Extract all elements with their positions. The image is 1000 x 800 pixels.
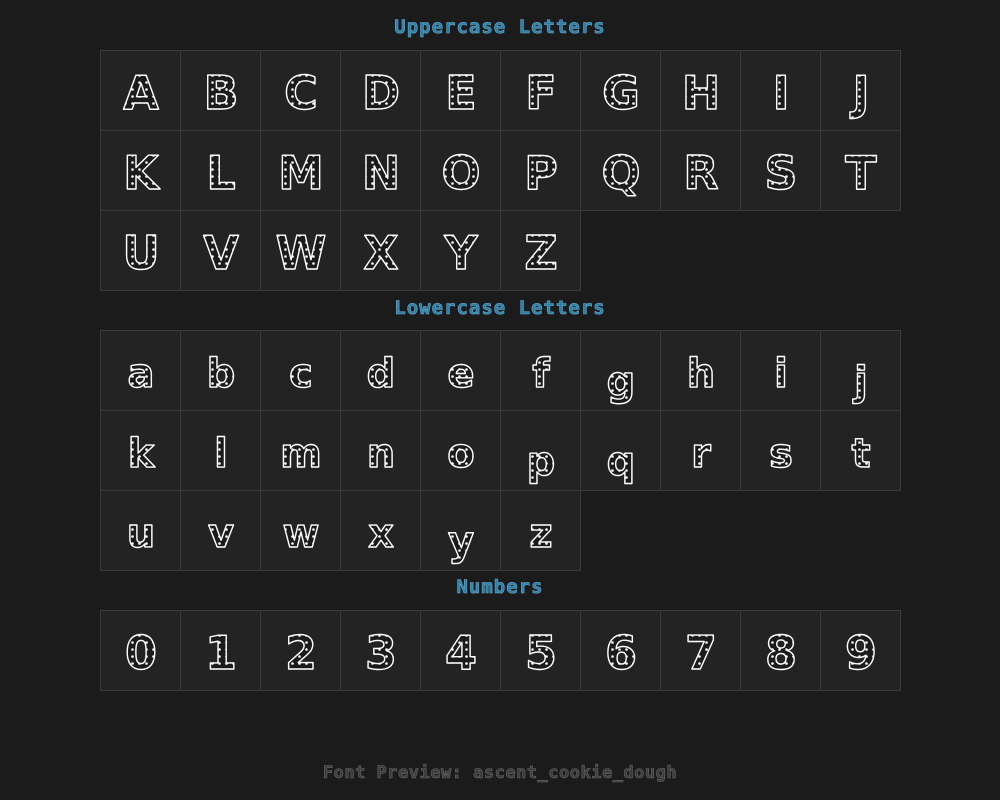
glyph-cell bbox=[420, 610, 501, 691]
glyph-char: m bbox=[280, 431, 322, 477]
glyph-char: R bbox=[683, 146, 719, 200]
glyph-char: S bbox=[764, 146, 798, 200]
glyph-preview bbox=[741, 411, 821, 491]
glyph-cell bbox=[340, 490, 421, 571]
glyph-preview bbox=[741, 51, 821, 131]
glyph-cell bbox=[740, 50, 821, 131]
glyph-char: L bbox=[206, 146, 236, 200]
glyph-cell bbox=[420, 410, 501, 491]
glyph-char: C bbox=[284, 66, 318, 120]
glyph-cell bbox=[500, 330, 581, 411]
glyph-char: w bbox=[282, 511, 320, 557]
glyph-cell bbox=[580, 50, 661, 131]
glyph-cell bbox=[580, 130, 661, 211]
glyph-cell bbox=[420, 50, 501, 131]
glyph-preview bbox=[501, 611, 581, 691]
glyph-cell bbox=[420, 210, 501, 291]
glyph-char: u bbox=[126, 511, 156, 557]
glyph-char: x bbox=[368, 511, 394, 557]
glyph-cell bbox=[740, 130, 821, 211]
glyph-grid-uppercase bbox=[100, 50, 900, 291]
glyph-preview bbox=[261, 411, 341, 491]
glyph-cell bbox=[100, 410, 181, 491]
glyph-preview bbox=[101, 411, 181, 491]
glyph-cell bbox=[100, 50, 181, 131]
glyph-cell bbox=[820, 130, 901, 211]
glyph-cell bbox=[740, 410, 821, 491]
glyph-preview bbox=[341, 491, 421, 571]
glyph-preview bbox=[501, 211, 581, 291]
glyph-preview bbox=[181, 211, 261, 291]
glyph-char: F bbox=[525, 66, 557, 120]
glyph-char: r bbox=[691, 431, 711, 477]
glyph-cell bbox=[180, 330, 261, 411]
glyph-char: j bbox=[854, 359, 868, 405]
glyph-cell bbox=[820, 610, 901, 691]
glyph-preview bbox=[581, 131, 661, 211]
glyph-char: E bbox=[445, 66, 477, 120]
glyph-preview bbox=[661, 411, 741, 491]
glyph-char: a bbox=[127, 351, 155, 397]
glyph-grid-lowercase bbox=[100, 330, 900, 571]
glyph-cell bbox=[340, 210, 421, 291]
glyph-cell bbox=[100, 610, 181, 691]
glyph-char: I bbox=[772, 66, 790, 120]
glyph-char: b bbox=[206, 351, 236, 397]
glyph-cell bbox=[260, 210, 341, 291]
glyph-char: 0 bbox=[124, 626, 158, 680]
glyph-preview bbox=[421, 611, 501, 691]
glyph-cell bbox=[420, 490, 501, 571]
glyph-char: q bbox=[606, 439, 636, 485]
glyph-preview bbox=[421, 51, 501, 131]
glyph-char: J bbox=[852, 66, 870, 120]
glyph-char: Q bbox=[601, 146, 641, 200]
glyph-char: M bbox=[278, 146, 324, 200]
section-title-numbers: Numbers bbox=[456, 576, 544, 598]
glyph-cell bbox=[580, 410, 661, 491]
glyph-char: 5 bbox=[524, 626, 558, 680]
glyph-cell bbox=[180, 410, 261, 491]
glyph-preview bbox=[261, 131, 341, 211]
glyph-char: e bbox=[447, 351, 475, 397]
glyph-cell bbox=[180, 130, 261, 211]
glyph-grid-numbers bbox=[100, 610, 900, 691]
glyph-preview bbox=[101, 131, 181, 211]
glyph-preview bbox=[421, 131, 501, 211]
glyph-preview bbox=[181, 611, 261, 691]
glyph-preview bbox=[181, 491, 261, 571]
glyph-cell bbox=[100, 330, 181, 411]
glyph-char: n bbox=[366, 431, 396, 477]
glyph-char: v bbox=[207, 511, 235, 557]
glyph-preview bbox=[741, 611, 821, 691]
glyph-cell bbox=[420, 330, 501, 411]
glyph-preview bbox=[261, 51, 341, 131]
glyph-cell bbox=[820, 330, 901, 411]
glyph-char: 8 bbox=[764, 626, 798, 680]
glyph-cell bbox=[340, 50, 421, 131]
glyph-char: G bbox=[602, 66, 640, 120]
glyph-char: s bbox=[769, 431, 793, 477]
glyph-preview bbox=[821, 51, 901, 131]
glyph-cell bbox=[340, 410, 421, 491]
glyph-char: i bbox=[774, 351, 788, 397]
glyph-cell bbox=[660, 330, 741, 411]
glyph-char: p bbox=[526, 439, 556, 485]
glyph-preview bbox=[101, 211, 181, 291]
glyph-char: 7 bbox=[684, 626, 718, 680]
glyph-preview bbox=[501, 131, 581, 211]
glyph-char: z bbox=[529, 511, 553, 557]
glyph-cell bbox=[500, 210, 581, 291]
glyph-cell bbox=[260, 50, 341, 131]
glyph-preview bbox=[421, 491, 501, 571]
glyph-cell bbox=[340, 130, 421, 211]
glyph-char: W bbox=[275, 226, 327, 280]
glyph-cell bbox=[100, 130, 181, 211]
glyph-cell bbox=[260, 130, 341, 211]
glyph-preview bbox=[181, 51, 261, 131]
glyph-cell bbox=[500, 130, 581, 211]
glyph-preview bbox=[581, 51, 661, 131]
glyph-preview bbox=[501, 51, 581, 131]
glyph-preview bbox=[181, 331, 261, 411]
glyph-preview bbox=[581, 331, 661, 411]
glyph-preview bbox=[821, 131, 901, 211]
glyph-preview bbox=[101, 491, 181, 571]
glyph-preview bbox=[581, 611, 661, 691]
glyph-preview bbox=[421, 411, 501, 491]
glyph-char: y bbox=[447, 519, 475, 565]
glyph-cell bbox=[660, 610, 741, 691]
glyph-preview bbox=[341, 611, 421, 691]
glyph-preview bbox=[421, 211, 501, 291]
glyph-preview bbox=[581, 411, 661, 491]
glyph-preview bbox=[821, 411, 901, 491]
glyph-cell bbox=[660, 50, 741, 131]
glyph-preview bbox=[661, 611, 741, 691]
glyph-preview bbox=[261, 491, 341, 571]
glyph-cell bbox=[660, 130, 741, 211]
glyph-char: g bbox=[606, 359, 636, 405]
glyph-char: k bbox=[127, 431, 155, 477]
glyph-cell bbox=[500, 50, 581, 131]
glyph-cell bbox=[500, 490, 581, 571]
glyph-char: 9 bbox=[844, 626, 878, 680]
glyph-char: f bbox=[532, 351, 550, 397]
glyph-cell bbox=[500, 410, 581, 491]
glyph-preview bbox=[181, 131, 261, 211]
glyph-char: K bbox=[123, 146, 159, 200]
glyph-preview bbox=[261, 331, 341, 411]
glyph-char: l bbox=[214, 431, 228, 477]
glyph-cell bbox=[660, 410, 741, 491]
glyph-preview bbox=[341, 211, 421, 291]
glyph-cell bbox=[180, 50, 261, 131]
glyph-preview bbox=[741, 331, 821, 411]
glyph-preview bbox=[261, 211, 341, 291]
glyph-cell bbox=[260, 490, 341, 571]
glyph-char: h bbox=[686, 351, 716, 397]
glyph-cell bbox=[260, 410, 341, 491]
glyph-preview bbox=[421, 331, 501, 411]
glyph-preview bbox=[501, 411, 581, 491]
glyph-cell bbox=[740, 610, 821, 691]
glyph-char: U bbox=[122, 226, 160, 280]
glyph-char: Z bbox=[524, 226, 558, 280]
glyph-char: P bbox=[524, 146, 558, 200]
glyph-preview bbox=[501, 491, 581, 571]
section-title-lowercase: Lowercase Letters bbox=[394, 297, 606, 319]
glyph-preview bbox=[821, 611, 901, 691]
glyph-char: c bbox=[289, 351, 313, 397]
glyph-preview bbox=[341, 411, 421, 491]
glyph-preview bbox=[501, 331, 581, 411]
glyph-preview bbox=[821, 331, 901, 411]
glyph-char: Y bbox=[444, 226, 478, 280]
section-title-uppercase: Uppercase Letters bbox=[394, 16, 606, 38]
glyph-char: N bbox=[361, 146, 401, 200]
glyph-char: T bbox=[845, 146, 877, 200]
glyph-char: O bbox=[441, 146, 481, 200]
glyph-char: 1 bbox=[204, 626, 238, 680]
glyph-preview bbox=[661, 51, 741, 131]
glyph-char: 6 bbox=[604, 626, 638, 680]
glyph-preview bbox=[341, 51, 421, 131]
glyph-cell bbox=[100, 210, 181, 291]
glyph-char: o bbox=[447, 431, 475, 477]
glyph-cell bbox=[820, 50, 901, 131]
glyph-char: D bbox=[361, 66, 401, 120]
glyph-char: 3 bbox=[364, 626, 398, 680]
glyph-preview bbox=[261, 611, 341, 691]
glyph-preview bbox=[341, 131, 421, 211]
glyph-cell bbox=[180, 490, 261, 571]
glyph-char: 4 bbox=[444, 626, 478, 680]
glyph-cell bbox=[180, 210, 261, 291]
glyph-char: A bbox=[123, 66, 159, 120]
glyph-char: t bbox=[851, 431, 871, 477]
glyph-preview bbox=[741, 131, 821, 211]
glyph-cell bbox=[740, 330, 821, 411]
glyph-cell bbox=[260, 330, 341, 411]
glyph-cell bbox=[580, 610, 661, 691]
glyph-preview bbox=[101, 51, 181, 131]
glyph-cell bbox=[180, 610, 261, 691]
glyph-preview bbox=[181, 411, 261, 491]
glyph-char: d bbox=[366, 351, 396, 397]
glyph-char: B bbox=[203, 66, 239, 120]
glyph-char: H bbox=[681, 66, 721, 120]
glyph-cell bbox=[820, 410, 901, 491]
glyph-cell bbox=[100, 490, 181, 571]
glyph-preview bbox=[101, 331, 181, 411]
glyph-char: X bbox=[363, 226, 399, 280]
glyph-cell bbox=[420, 130, 501, 211]
glyph-char: 2 bbox=[284, 626, 318, 680]
glyph-preview bbox=[661, 131, 741, 211]
glyph-cell bbox=[500, 610, 581, 691]
glyph-cell bbox=[260, 610, 341, 691]
glyph-char: V bbox=[203, 226, 239, 280]
glyph-preview bbox=[101, 611, 181, 691]
glyph-preview bbox=[341, 331, 421, 411]
glyph-cell bbox=[340, 610, 421, 691]
font-preview-footer: Font Preview: ascent_cookie_dough bbox=[322, 763, 678, 783]
glyph-preview bbox=[661, 331, 741, 411]
glyph-cell bbox=[340, 330, 421, 411]
glyph-cell bbox=[580, 330, 661, 411]
